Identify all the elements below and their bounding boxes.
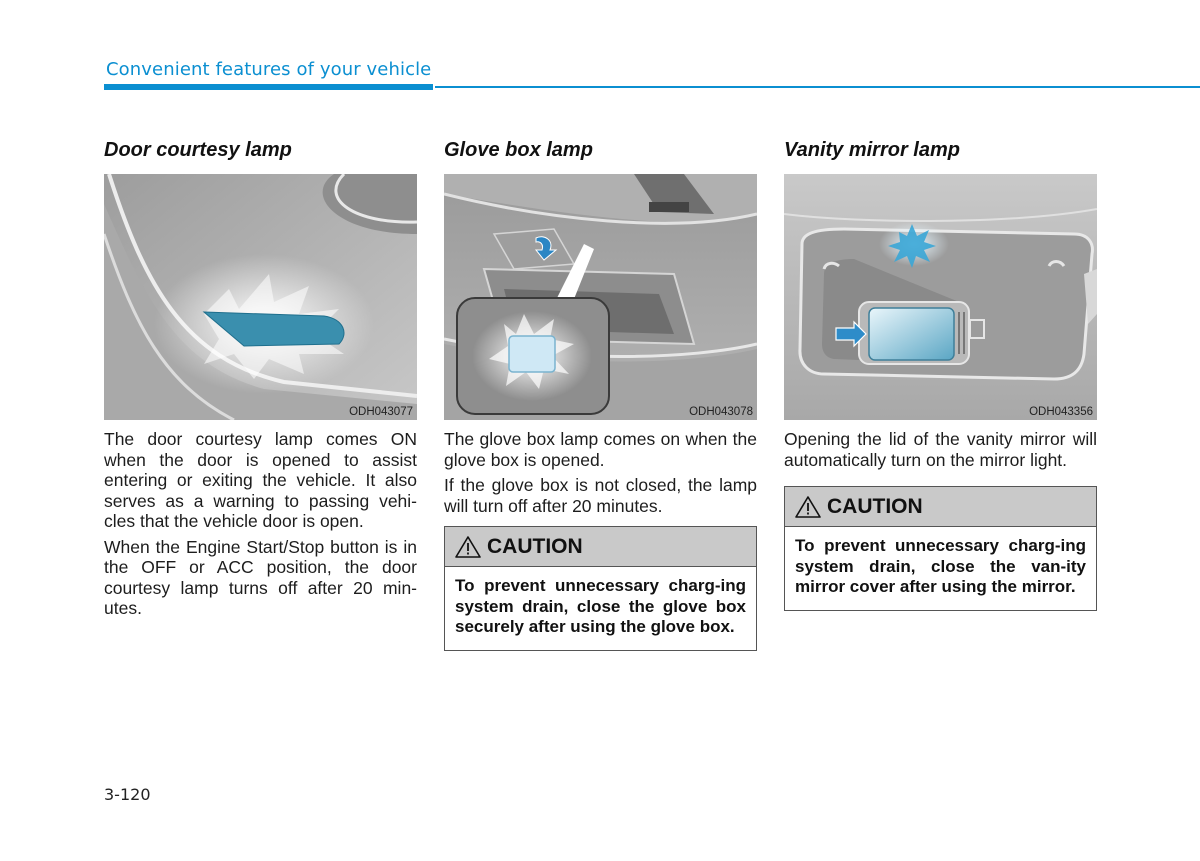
paragraph: When the Engine Start/Stop button is in the OFF or ACC position, the door courtesy lamp turns off after 20 min-utes. bbox=[104, 536, 417, 618]
section-door-courtesy-lamp bbox=[104, 138, 417, 619]
door-courtesy-lamp-illustration bbox=[104, 174, 417, 420]
section-title: Vanity mirror lamp bbox=[784, 139, 960, 161]
header-title: Convenient features of your vehicle bbox=[106, 59, 432, 80]
warning-triangle-icon bbox=[795, 496, 821, 518]
caution-label: CAUTION bbox=[487, 534, 583, 558]
section-glove-box-lamp bbox=[444, 138, 757, 651]
paragraph: If the glove box is not closed, the lamp will turn off after 20 minutes. bbox=[444, 475, 757, 516]
vanity-mirror-lamp-illustration bbox=[784, 174, 1097, 420]
paragraph: The glove box lamp comes on when the glove box is opened. bbox=[444, 429, 757, 470]
caution-box bbox=[444, 526, 757, 651]
figure-code: ODH043356 bbox=[1029, 406, 1093, 418]
caution-box bbox=[784, 486, 1097, 611]
glove-box-lamp-illustration bbox=[444, 174, 757, 420]
caution-text: To prevent unnecessary charg-ing system drain, close the van-ity mirror cover after using the mirror. bbox=[795, 536, 1086, 596]
caution-header bbox=[785, 487, 1096, 527]
section-title: Glove box lamp bbox=[444, 139, 593, 161]
header-rule-thin bbox=[435, 86, 1200, 88]
caution-text: To prevent unnecessary charg-ing system drain, close the glove box securely after using the glove box. bbox=[455, 576, 746, 636]
page-number: 3-120 bbox=[104, 785, 151, 804]
header-rule-thick bbox=[104, 84, 433, 90]
paragraph: Opening the lid of the vanity mirror will automatically turn on the mirror light. bbox=[784, 429, 1097, 470]
warning-triangle-icon bbox=[455, 536, 481, 558]
figure-code: ODH043077 bbox=[349, 406, 413, 418]
paragraph: The door courtesy lamp comes ON when the door is opened to assist entering or exiting the vehicle. It also serves as a warning to passing vehi-cles that the vehicle door is open. bbox=[104, 429, 417, 531]
caution-header bbox=[445, 527, 756, 567]
section-title: Door courtesy lamp bbox=[104, 139, 292, 161]
figure-code: ODH043078 bbox=[689, 406, 753, 418]
caution-label: CAUTION bbox=[827, 494, 923, 518]
section-vanity-mirror-lamp bbox=[784, 138, 1097, 611]
